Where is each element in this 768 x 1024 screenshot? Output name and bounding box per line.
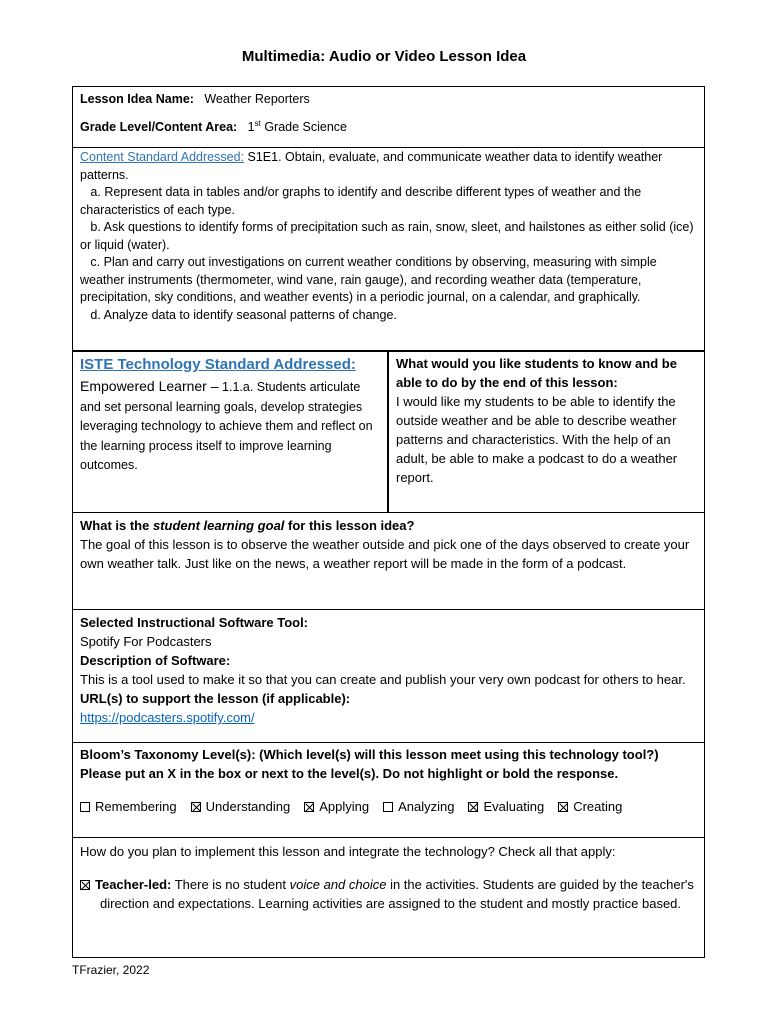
bloom-level-label: Understanding xyxy=(205,799,291,814)
bloom-level-label: Creating xyxy=(573,799,623,814)
checkbox-checked-icon[interactable] xyxy=(304,802,314,812)
software-desc-label: Description of Software: xyxy=(80,653,231,668)
checkbox-checked-icon[interactable] xyxy=(80,880,90,890)
lesson-name-line xyxy=(80,90,697,108)
iste-knowdo-row xyxy=(73,351,704,513)
bloom-level-label: Evaluating xyxy=(483,799,545,814)
content-standard-text: S1E1. Obtain, evaluate, and communicate weather data to identify weather patterns. xyxy=(80,150,663,182)
know-do-answer: I would like my students to be able to identify the outside weather and be able to describe weather patterns and characteristics. With the help of an adult, be able to make a podcast to do a weather report. xyxy=(396,394,678,485)
goal-question xyxy=(80,516,697,535)
content-standard-label[interactable]: Content Standard Addressed: xyxy=(80,150,245,164)
software-url-link[interactable]: https://podcasters.spotify.com/ xyxy=(80,710,255,725)
content-standard-intro xyxy=(80,149,697,184)
iste-standard-name: Empowered Learner – xyxy=(80,378,219,394)
lesson-name-value: Weather Reporters xyxy=(204,92,310,106)
software-tool-label: Selected Instructional Software Tool: xyxy=(80,615,309,630)
software-url-label: URL(s) to support the lesson (if applicable): xyxy=(80,691,351,706)
bloom-level-creating[interactable] xyxy=(558,797,622,816)
bloom-level-label: Remembering xyxy=(95,799,177,814)
bloom-level-label: Applying xyxy=(319,799,370,814)
bloom-level-label: Analyzing xyxy=(398,799,455,814)
standard-item-b xyxy=(80,219,697,254)
goal-question-emphasis: student learning goal xyxy=(152,518,285,533)
footer-credit: TFrazier, 2022 xyxy=(72,963,150,977)
grade-line xyxy=(80,118,697,136)
grade-number: 1 xyxy=(247,120,255,134)
bloom-question: Bloom’s Taxonomy Level(s): (Which level(s) will this lesson meet using this technology tool?) Please put an X in the box or next to the level(s). Do not highlight or bold the response. xyxy=(80,747,659,781)
page-title: Multimedia: Audio or Video Lesson Idea xyxy=(241,48,527,65)
standard-item-d xyxy=(80,307,697,325)
grade-label: Grade Level/Content Area: xyxy=(80,120,238,134)
lesson-form xyxy=(72,86,705,958)
content-standard-row xyxy=(73,148,704,351)
goal-question-pre: What is the xyxy=(80,518,153,533)
iste-standard-text: 1.1.a. Students articulate and set personal learning goals, develop strategies leveraging technology to achieve them and reflect on the learning process itself to improve learning outcomes. xyxy=(80,380,373,472)
grade-suffix: st xyxy=(254,118,261,128)
know-do-cell xyxy=(389,352,704,512)
bloom-level-understanding[interactable] xyxy=(191,797,291,816)
goal-question-post: for this lesson idea? xyxy=(284,518,415,533)
teacher-led-option[interactable] xyxy=(80,875,697,913)
teacher-led-text-post: in the activities. Students are guided by the teacher's direction and expectations. Learning activities are assigned to the student and mostly practice based. xyxy=(100,877,694,911)
software-desc-value: This is a tool used to make it so that you can create and publish your very own podcast for others to hear. xyxy=(80,672,686,687)
iste-standard xyxy=(80,377,380,476)
iste-label[interactable]: ISTE Technology Standard Addressed: xyxy=(80,356,356,373)
standard-item-c-text: c. Plan and carry out investigations on current weather conditions by observing, measuring with simple weather instruments (thermometer, wind vane, rain gauge), and recording weather data (temperature, precipitation, sky conditions, and weather events) in a periodic journal, on a calendar, and graphically. xyxy=(80,255,657,304)
teacher-led-label: Teacher-led: xyxy=(95,877,172,892)
know-do-question: What would you like students to know and be able to do by the end of this lesson: xyxy=(396,356,677,390)
bloom-level-analyzing[interactable] xyxy=(383,797,454,816)
teacher-led-text-emphasis: voice and choice xyxy=(289,877,387,892)
software-tool-value: Spotify For Podcasters xyxy=(80,634,212,649)
grade-subject: Grade Science xyxy=(264,120,347,134)
standard-item-d-text: d. Analyze data to identify seasonal patterns of change. xyxy=(90,307,397,322)
implement-question: How do you plan to implement this lesson and integrate the technology? Check all that apply: xyxy=(80,844,616,859)
standard-item-a-text: a. Represent data in tables and/or graphs to identify and describe different types of weather and the characteristics of each type. xyxy=(80,185,642,217)
standard-item-c xyxy=(80,254,697,307)
checkbox-checked-icon[interactable] xyxy=(191,802,201,812)
goal-answer: The goal of this lesson is to observe the weather outside and pick one of the days observed to create your own weather talk. Just like on the news, a weather report will be made in the form of a podcast. xyxy=(80,537,690,571)
checkbox-checked-icon[interactable] xyxy=(558,802,568,812)
iste-cell xyxy=(73,352,389,512)
standard-item-b-text: b. Ask questions to identify forms of precipitation such as rain, snow, sleet, and hailstones as either solid (ice) or liquid (water). xyxy=(80,220,694,252)
bloom-levels xyxy=(80,797,697,816)
software-row xyxy=(73,610,704,743)
teacher-led-text-pre: There is no student xyxy=(171,877,290,892)
standard-item-a xyxy=(80,184,697,219)
bloom-level-remembering[interactable] xyxy=(80,797,177,816)
lesson-info-row xyxy=(73,87,704,148)
implement-row xyxy=(73,838,704,957)
goal-row xyxy=(73,513,704,610)
checkbox-empty-icon[interactable] xyxy=(383,802,393,812)
checkbox-empty-icon[interactable] xyxy=(80,802,90,812)
bloom-level-evaluating[interactable] xyxy=(468,797,544,816)
bloom-row xyxy=(73,743,704,838)
lesson-name-label: Lesson Idea Name: xyxy=(80,92,194,106)
checkbox-checked-icon[interactable] xyxy=(468,802,478,812)
bloom-level-applying[interactable] xyxy=(304,797,369,816)
